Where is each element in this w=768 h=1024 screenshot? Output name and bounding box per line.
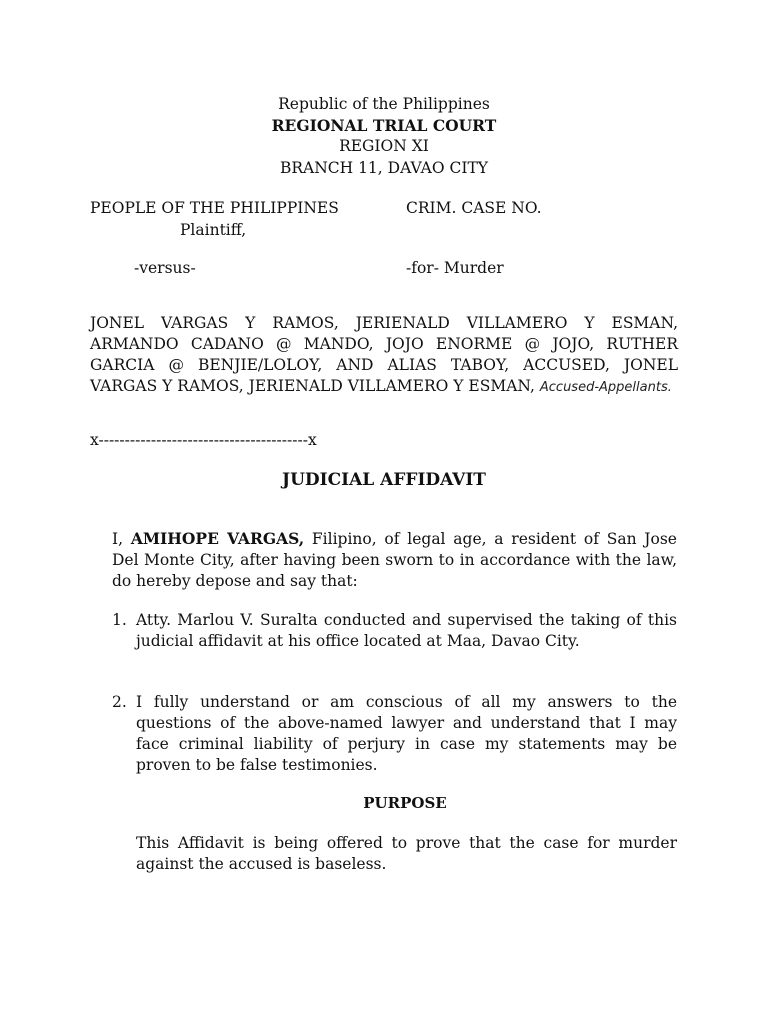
document-title: JUDICIAL AFFIDAVIT	[282, 470, 486, 490]
affiant-name: AMIHOPE VARGAS,	[130, 529, 305, 548]
list-item-text: Atty. Marlou V. Suralta conducted and supervised the taking of this judicial affidavit at his office located at Maa, Davao City.	[136, 611, 677, 650]
header-branch: BRANCH 11, DAVAO CITY	[279, 159, 489, 177]
list-item-number: 2.	[112, 693, 127, 711]
accused-parties	[90, 313, 678, 398]
versus-label: -versus-	[134, 259, 196, 277]
purpose-heading: PURPOSE	[363, 794, 447, 812]
header-republic: Republic of the Philippines	[278, 95, 490, 113]
list-item-text: I fully understand or am conscious of all my answers to the questions of the above-named lawyer and understand that I may face criminal liability of perjury in case my statements may be proven to be false testimonies.	[136, 693, 677, 774]
header-region: REGION XI	[339, 137, 429, 155]
purpose-paragraph: This Affidavit is being offered to prove that the case for murder against the accused is baseless.	[136, 834, 677, 873]
offense-label: -for- Murder	[406, 259, 504, 277]
plaintiff-role: Plaintiff,	[180, 221, 247, 239]
header-court: REGIONAL TRIAL COURT	[271, 116, 497, 135]
list-item-number: 1.	[112, 611, 127, 629]
intro-paragraph	[112, 528, 677, 592]
intro-prefix: I,	[112, 530, 124, 548]
caption-divider: x----------------------------------------x	[90, 431, 317, 449]
case-number-label: CRIM. CASE NO.	[406, 199, 542, 217]
accused-names: JONEL VARGAS Y RAMOS, JERIENALD VILLAMERO Y ESMAN, ARMANDO CADANO @ MANDO, JOJO ENORME @ JOJO, RUTHER GARCIA @ BENJIE/LOLOY, AND ALIAS TABOY, ACCUSED, JONEL VARGAS Y RAMOS, JERIENALD VILLAMERO Y ESMAN,	[90, 314, 678, 395]
intro-body: Filipino, of legal age, a resident of San Jose Del Monte City, after having been sworn to in accordance with the law, do hereby depose and say that:	[112, 530, 677, 590]
appellants-role: Accused-Appellants.	[539, 380, 672, 395]
plaintiff-name: PEOPLE OF THE PHILIPPINES	[90, 199, 339, 217]
